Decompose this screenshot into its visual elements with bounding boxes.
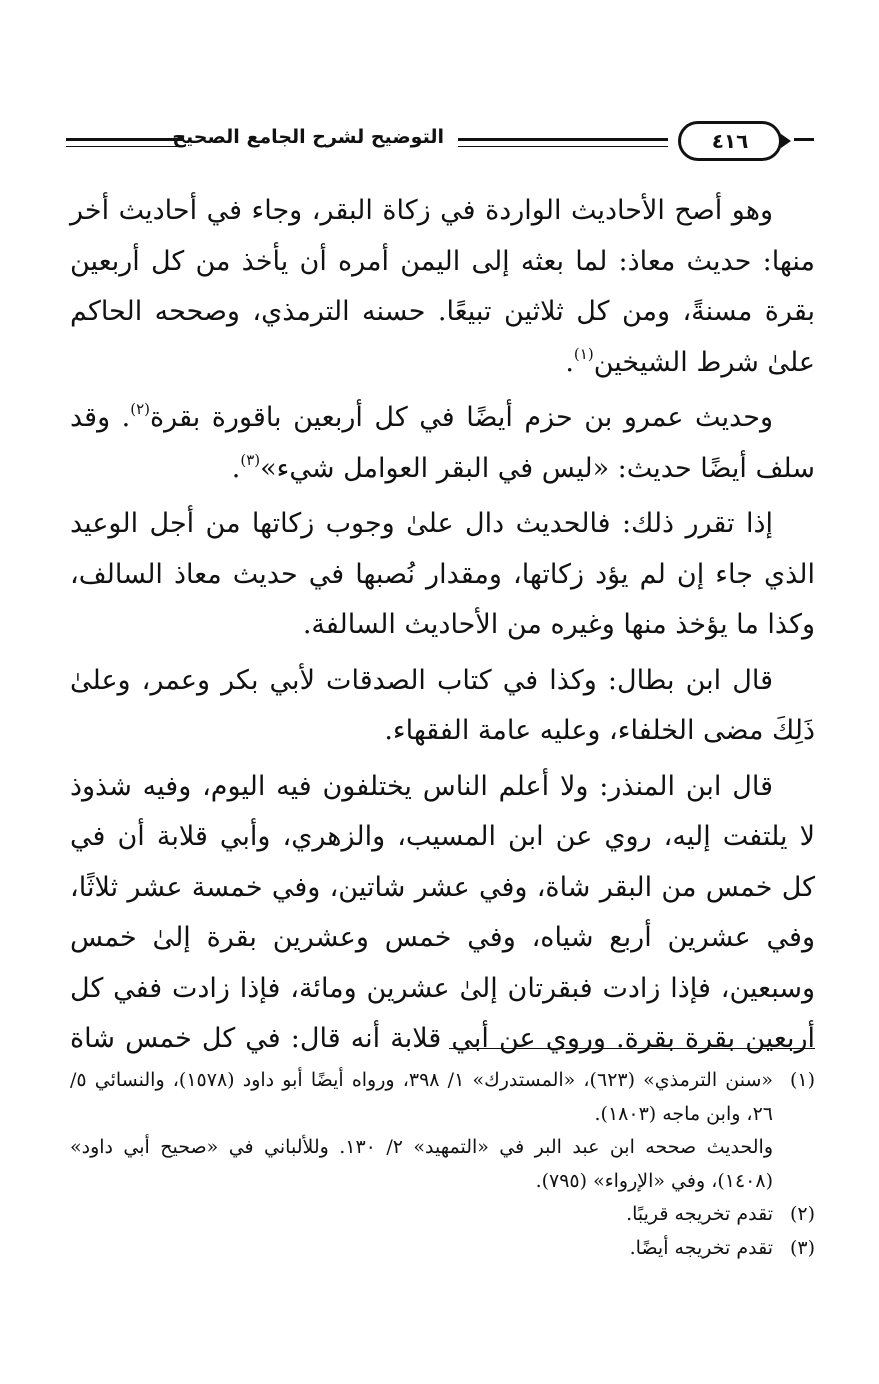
- paragraph-1-text: وهو أصح الأحاديث الواردة في زكاة البقر، وجاء في أحاديث أخر منها: حديث معاذ: لما بعثه إلى اليمن أمره أن يأخذ من كل أربعين بقرة مسنةً، ومن كل ثلاثين تبيعًا. حسنه الترمذي، وصححه الحاكم علىٰ شرط الشيخين: [70, 195, 815, 378]
- header-rule-left-top: [66, 138, 184, 141]
- running-header: [66, 118, 814, 168]
- footnote-3-text: تقدم تخريجه أيضًا.: [629, 1236, 773, 1259]
- footnote-1-continuation: والحديث صححه ابن عبد البر في «التمهيد» ٢/ ١٣٠. وللألباني في «صحيح أبي داود» (١٤٠٨)، وفي «الإرواء» (٧٩٥).: [70, 1136, 773, 1192]
- paragraph-2-tail: .: [231, 452, 241, 484]
- footnote-ref-1: (١): [573, 344, 594, 363]
- header-rule-mid-top: [458, 138, 668, 141]
- paragraph-1-tail: .: [565, 346, 574, 378]
- paragraph-2-text: وحديث عمرو بن حزم أيضًا في كل أربعين باقورة بقرة: [150, 402, 773, 433]
- paragraph-2-text-cont: . وقد سلف أيضًا حديث: «ليس في البقر العوامل شيء»: [70, 402, 815, 484]
- paragraph-4: قال ابن بطال: وكذا في كتاب الصدقات لأبي بكر وعمر، وعلىٰ ذَلِكَ مضى الخلفاء، وعليه عامة الفقهاء.: [70, 664, 815, 746]
- footnote-1-number: (١): [789, 1069, 815, 1091]
- header-rule-right: [794, 138, 814, 141]
- header-rule-left-bottom: [66, 146, 184, 147]
- footnotes: [70, 1064, 815, 1265]
- paragraph-3: إذا تقرر ذلك: فالحديث دال علىٰ وجوب زكاتها من أجل الوعيد الذي جاء إن لم يؤد زكاتها، ومقدار نُصبها في حديث معاذ السالف، وكذا ما يؤخذ منها وغيره من الأحاديث السالفة.: [70, 508, 815, 640]
- footnote-2-number: (٢): [789, 1203, 815, 1225]
- paragraph-5: قال ابن المنذر: ولا أعلم الناس يختلفون فيه اليوم، وفيه شذوذ لا يلتفت إليه، روي عن ابن المسيب، والزهري، وأبي قلابة أن في كل خمس من البقر شاة، وفي عشر شاتين، وفي خمسة عشر ثلاثًا، وفي عشرين أربع شياه، وفي خمس وعشرين بقرة إلىٰ خمس وسبعين، فإذا زادت فبقرتان إلىٰ عشرين ومائة، فإذا زادت ففي كل أربعين بقرة بقرة. وروي عن أبي قلابة أنه قال: في كل خمس شاة: [70, 770, 815, 1054]
- header-rule-mid-bottom: [458, 146, 668, 147]
- footnote-1: [70, 1064, 815, 1198]
- footnote-1-text: «سنن الترمذي» (٦٢٣)، «المستدرك» ١/ ٣٩٨، ورواه أيضًا أبو داود (١٥٧٨)، والنسائي ٥/ ٢٦، وابن ماجه (١٨٠٣).: [70, 1069, 774, 1125]
- paragraph-1: [70, 186, 815, 388]
- footnote-2: [70, 1198, 815, 1232]
- footnote-3: [70, 1232, 815, 1266]
- footnote-separator: [449, 1048, 815, 1049]
- footnote-ref-2: (٢): [130, 400, 151, 418]
- page-number: ٤١٦: [678, 121, 782, 161]
- main-text: [70, 186, 815, 1065]
- paragraph-2: [70, 393, 815, 494]
- footnote-2-text: تقدم تخريجه قريبًا.: [626, 1203, 773, 1225]
- running-title: التوضيح لشرح الجامع الصحيح: [172, 126, 444, 148]
- footnote-ref-3: (٣): [240, 450, 261, 469]
- footnote-3-number: (٣): [789, 1236, 815, 1259]
